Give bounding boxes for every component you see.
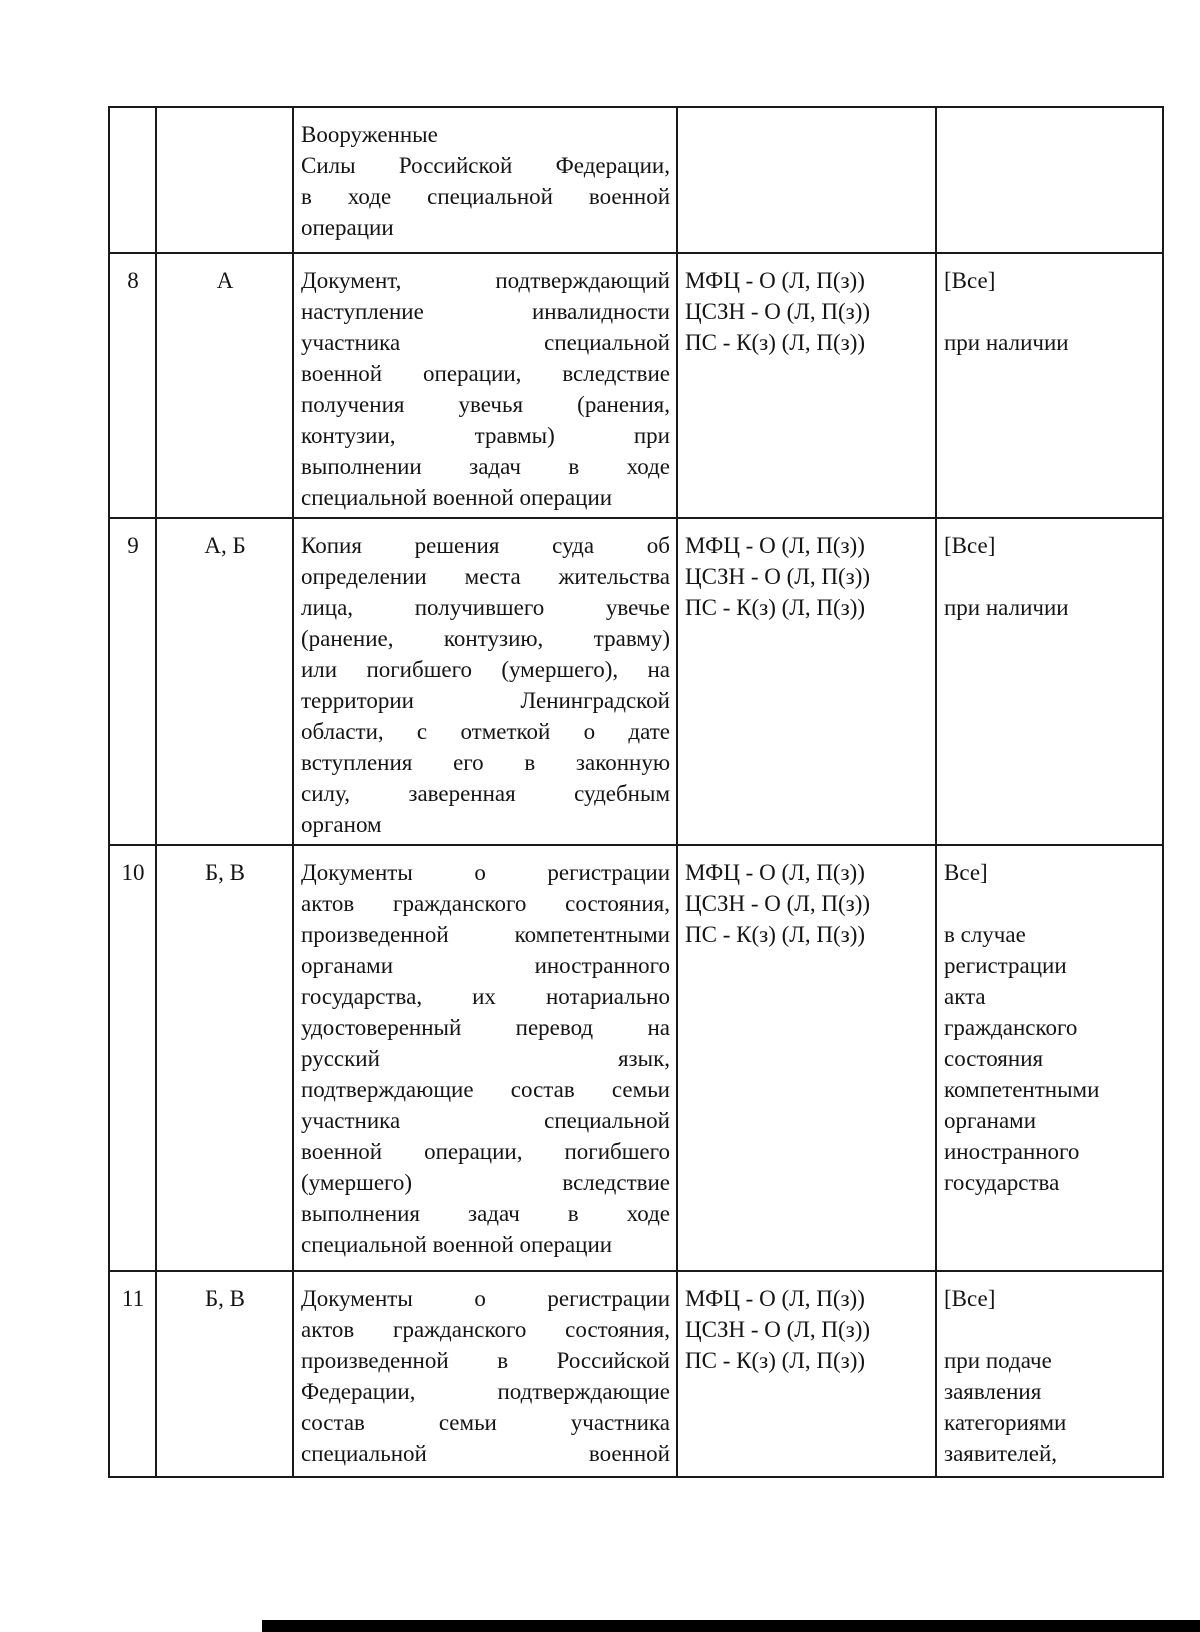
description-line: специальной военной операции bbox=[301, 1232, 613, 1257]
row-number-cell: 8 bbox=[109, 253, 156, 518]
note-line: регистрации bbox=[944, 953, 1067, 978]
submission-method-line: ПС - К(з) (Л, П(з)) bbox=[685, 922, 866, 947]
category-cell: Б, В bbox=[156, 1271, 293, 1477]
description-line: произведенной в Российской bbox=[301, 1348, 670, 1373]
description-line: русский язык, bbox=[301, 1046, 670, 1071]
description-line: территории Ленинградской bbox=[301, 688, 670, 713]
submission-method-line: ПС - К(з) (Л, П(з)) bbox=[685, 595, 866, 620]
table-row bbox=[109, 845, 1163, 1271]
applicant-note-cell bbox=[936, 253, 1163, 518]
applicant-note-cell bbox=[936, 1271, 1163, 1477]
document-description-cell bbox=[293, 845, 677, 1271]
description-line: силу, заверенная судебным bbox=[301, 781, 670, 806]
row-number-cell bbox=[109, 107, 156, 253]
description-line: государства, их нотариально bbox=[301, 984, 670, 1009]
note-line: акта bbox=[944, 984, 986, 1009]
description-line: военной операции, погибшего bbox=[301, 1139, 670, 1164]
note-line: при наличии bbox=[944, 330, 1069, 355]
submission-method-line: МФЦ - О (Л, П(з)) bbox=[685, 268, 865, 293]
table-row bbox=[109, 1271, 1163, 1477]
table-row bbox=[109, 253, 1163, 518]
document-description-cell bbox=[293, 253, 677, 518]
note-line: при наличии bbox=[944, 595, 1069, 620]
submission-method-cell bbox=[677, 253, 936, 518]
description-line: определении места жительства bbox=[301, 564, 670, 589]
description-line: области, с отметкой о дате bbox=[301, 719, 670, 744]
description-line: вступления его в законную bbox=[301, 750, 670, 775]
description-line: или погибшего (умершего), на bbox=[301, 657, 670, 682]
note-line: заявления bbox=[944, 1379, 1042, 1404]
applicant-group-label: [Все] bbox=[944, 533, 996, 558]
submission-method-line: МФЦ - О (Л, П(з)) bbox=[685, 1286, 865, 1311]
description-line: военной операции, вследствие bbox=[301, 361, 670, 386]
document-description-cell bbox=[293, 518, 677, 845]
description-line: наступление инвалидности bbox=[301, 299, 670, 324]
description-line: операции bbox=[301, 215, 394, 240]
applicant-group-label: Все] bbox=[944, 860, 988, 885]
note-line: органами bbox=[944, 1108, 1037, 1133]
submission-method-cell bbox=[677, 107, 936, 253]
note-line: заявителей, bbox=[944, 1441, 1058, 1466]
description-line: выполнения задач в ходе bbox=[301, 1201, 670, 1226]
description-line: Копия решения суда об bbox=[301, 533, 670, 558]
category-cell bbox=[156, 107, 293, 253]
row-number-cell: 11 bbox=[109, 1271, 156, 1477]
submission-method-cell bbox=[677, 1271, 936, 1477]
document-description-cell bbox=[293, 1271, 677, 1477]
category-cell: А, Б bbox=[156, 518, 293, 845]
description-line: (ранение, контузию, травму) bbox=[301, 626, 670, 651]
applicant-group-label: [Все] bbox=[944, 1286, 996, 1311]
description-line: произведенной компетентными bbox=[301, 922, 670, 947]
description-line: лица, получившего увечье bbox=[301, 595, 670, 620]
description-line: Вооруженные bbox=[301, 122, 438, 147]
scan-edge-bar bbox=[262, 1620, 1200, 1632]
submission-method-line: ЦСЗН - О (Л, П(з)) bbox=[685, 891, 871, 916]
submission-method-line: ПС - К(з) (Л, П(з)) bbox=[685, 1348, 866, 1373]
document-description-cell bbox=[293, 107, 677, 253]
submission-method-line: ЦСЗН - О (Л, П(з)) bbox=[685, 299, 871, 324]
description-line: специальной военной bbox=[301, 1441, 670, 1466]
applicant-group-label: [Все] bbox=[944, 268, 996, 293]
description-line: Федерации, подтверждающие bbox=[301, 1379, 670, 1404]
description-line: Силы Российской Федерации, bbox=[301, 153, 670, 178]
applicant-note-cell bbox=[936, 518, 1163, 845]
category-cell: Б, В bbox=[156, 845, 293, 1271]
description-line: актов гражданского состояния, bbox=[301, 891, 670, 916]
description-line: состав семьи участника bbox=[301, 1410, 670, 1435]
submission-method-cell bbox=[677, 845, 936, 1271]
submission-method-line: МФЦ - О (Л, П(з)) bbox=[685, 860, 865, 885]
description-line: Документы о регистрации bbox=[301, 1286, 670, 1311]
description-line: удостоверенный перевод на bbox=[301, 1015, 670, 1040]
description-line: участника специальной bbox=[301, 1108, 670, 1133]
note-line: категориями bbox=[944, 1410, 1067, 1435]
note-line: иностранного bbox=[944, 1139, 1080, 1164]
description-line: актов гражданского состояния, bbox=[301, 1317, 670, 1342]
note-line: гражданского bbox=[944, 1015, 1078, 1040]
note-line: государства bbox=[944, 1170, 1060, 1195]
note-line: в случае bbox=[944, 922, 1026, 947]
applicant-note-cell bbox=[936, 845, 1163, 1271]
description-line: подтверждающие состав семьи bbox=[301, 1077, 670, 1102]
description-line: органом bbox=[301, 812, 382, 837]
description-line: (умершего) вследствие bbox=[301, 1170, 670, 1195]
submission-method-line: ПС - К(з) (Л, П(з)) bbox=[685, 330, 866, 355]
applicant-note-cell bbox=[936, 107, 1163, 253]
table-row bbox=[109, 518, 1163, 845]
submission-method-line: МФЦ - О (Л, П(з)) bbox=[685, 533, 865, 558]
description-line: Документ, подтверждающий bbox=[301, 268, 670, 293]
table-row bbox=[109, 107, 1163, 253]
description-line: Документы о регистрации bbox=[301, 860, 670, 885]
submission-method-cell bbox=[677, 518, 936, 845]
description-line: контузии, травмы) при bbox=[301, 423, 670, 448]
documents-table bbox=[108, 106, 1164, 1478]
description-line: органами иностранного bbox=[301, 953, 670, 978]
note-line: при подаче bbox=[944, 1348, 1052, 1373]
row-number-cell: 9 bbox=[109, 518, 156, 845]
description-line: специальной военной операции bbox=[301, 485, 613, 510]
note-line: компетентными bbox=[944, 1077, 1100, 1102]
row-number-cell: 10 bbox=[109, 845, 156, 1271]
submission-method-line: ЦСЗН - О (Л, П(з)) bbox=[685, 564, 871, 589]
description-line: в ходе специальной военной bbox=[301, 184, 670, 209]
category-cell: А bbox=[156, 253, 293, 518]
description-line: получения увечья (ранения, bbox=[301, 392, 670, 417]
submission-method-line: ЦСЗН - О (Л, П(з)) bbox=[685, 1317, 871, 1342]
description-line: выполнении задач в ходе bbox=[301, 454, 670, 479]
description-line: участника специальной bbox=[301, 330, 670, 355]
note-line: состояния bbox=[944, 1046, 1044, 1071]
